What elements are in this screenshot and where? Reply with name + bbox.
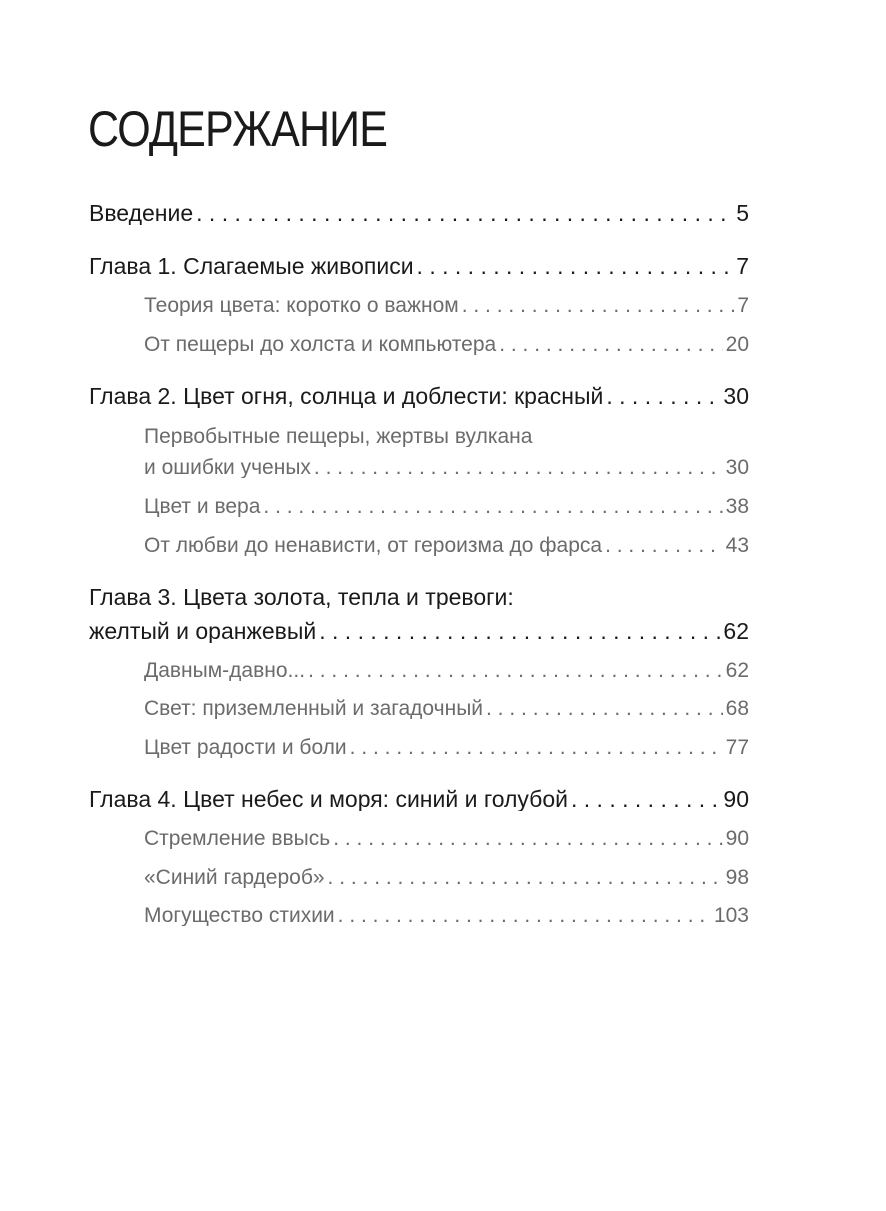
dot-leader [319,620,720,643]
toc-chapter-title-line[interactable]: Глава 3. Цвета золота, тепла и тревоги: [89,586,514,609]
toc-page-number: 30 [723,385,749,408]
dot-leader [606,385,720,408]
dot-leader [308,660,723,681]
dot-leader [196,202,733,225]
page-title: СОДЕРЖАНИЕ [88,101,388,157]
toc-chapter-1[interactable] [89,255,749,278]
dot-leader [314,457,723,478]
toc-entry-title: Глава 4. Цвет небес и моря: синий и голубой [89,788,568,811]
toc-entry-title: Цвет и вера [144,496,261,517]
toc-page-number: 30 [725,457,749,478]
dot-leader [263,496,722,517]
toc-page-number: 98 [725,867,749,888]
toc-section[interactable] [144,457,749,478]
toc-page-number: 103 [713,905,749,926]
dot-leader [338,905,711,926]
dot-leader [462,295,735,316]
toc-entry-title: Глава 2. Цвет огня, солнца и доблести: красный [89,385,604,408]
toc-page-number: 5 [736,202,749,225]
dot-leader [417,255,734,278]
toc-entry-intro[interactable] [89,202,749,225]
toc-page-number: 62 [723,620,749,643]
toc-section[interactable] [144,295,749,316]
toc-section[interactable] [144,334,749,355]
toc-entry-title: Цвет радости и боли [144,737,347,758]
toc-page-number: 68 [725,698,749,719]
dot-leader [571,788,720,811]
toc-section[interactable] [144,660,749,681]
toc-page-number: 38 [725,496,749,517]
toc-entry-title: желтый и оранжевый [89,620,317,643]
dot-leader [328,867,723,888]
toc-page-number: 62 [725,660,749,681]
toc-chapter-2[interactable] [89,385,749,408]
toc-page-number: 90 [725,828,749,849]
toc-page-number: 43 [725,535,749,556]
toc-entry-title: Теория цвета: коротко о важном [144,295,459,316]
toc-page-number: 7 [737,295,749,316]
toc-chapter-4[interactable] [89,788,749,811]
toc-section[interactable] [144,698,749,719]
dot-leader [486,698,723,719]
toc-section[interactable] [144,496,749,517]
toc-entry-title: Введение [89,202,194,225]
toc-entry-title: Свет: приземленный и загадочный [144,698,484,719]
dot-leader [350,737,723,758]
toc-page-number: 7 [736,255,749,278]
toc-section[interactable] [144,535,749,556]
toc-page-number: 20 [725,334,749,355]
dot-leader [499,334,722,355]
toc-entry-title: «Синий гардероб» [144,867,325,888]
toc-section-title-line[interactable]: Первобытные пещеры, жертвы вулкана [144,426,533,447]
toc-entry-title: От пещеры до холста и компьютера [144,334,497,355]
dot-leader [333,828,722,849]
toc-entry-title: Глава 1. Слагаемые живописи [89,255,414,278]
toc-chapter-3[interactable] [89,620,749,643]
toc-page-number: 77 [725,737,749,758]
dot-leader [605,535,723,556]
toc-section[interactable] [144,867,749,888]
toc-section[interactable] [144,905,749,926]
toc-entry-title: От любви до ненависти, от героизма до фарса [144,535,603,556]
toc-section[interactable] [144,828,749,849]
toc-entry-title: и ошибки ученых [144,457,311,478]
toc-entry-title: Давным-давно... [144,660,306,681]
toc-entry-title: Стремление ввысь [144,828,331,849]
toc-page-number: 90 [723,788,749,811]
toc-entry-title: Могущество стихии [144,905,335,926]
toc-section[interactable] [144,737,749,758]
